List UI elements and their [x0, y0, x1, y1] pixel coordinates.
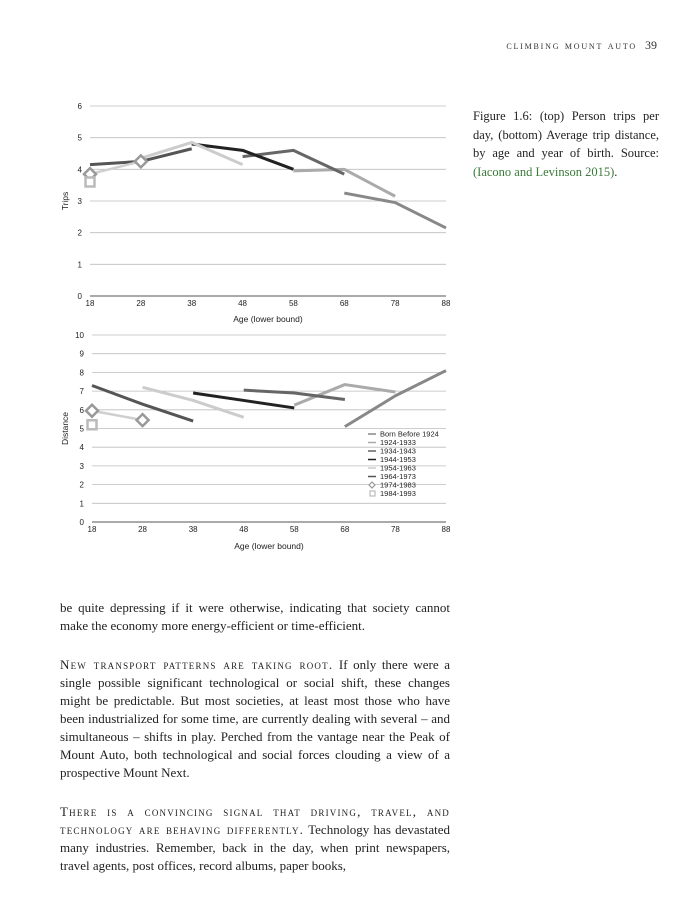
trips-chart-y-tick-label: 2: [77, 228, 82, 238]
trips-chart-y-tick-label: 1: [77, 260, 82, 270]
figure-label: Figure 1.6:: [473, 109, 533, 123]
distance-chart-y-tick-label: 10: [75, 331, 84, 340]
legend-marker: [369, 482, 375, 488]
distance-chart-x-tick-label: 78: [390, 525, 400, 534]
trips-chart-x-tick-label: 68: [339, 299, 349, 308]
distance-chart-y-tick-label: 0: [79, 518, 84, 527]
legend-label: 1984-1993: [380, 489, 416, 498]
paragraph-3: [60, 803, 450, 875]
trips-chart-y-tick-label: 4: [77, 165, 82, 175]
distance-chart-x-tick-label: 18: [87, 525, 97, 534]
trips-chart-x-tick-label: 18: [85, 299, 95, 308]
trips-chart-y-tick-label: 5: [77, 133, 82, 143]
distance-chart-x-tick-label: 88: [441, 525, 451, 534]
figure-caption-text: (top) Person trips per day, (bottom) Average trip distance, by age and year of birth. Source:: [473, 109, 660, 160]
distance-chart-marker-1984-1993: [88, 420, 97, 429]
distance-chart-x-axis-label: Age (lower bound): [234, 541, 304, 551]
distance-chart-marker-1974-1983: [137, 414, 149, 426]
paragraph-3-lead: There is a convincing signal that driving, travel, and technology are behaving differently.: [60, 804, 450, 837]
figure-citation-link[interactable]: (Iacono and Levinson 2015): [473, 164, 615, 179]
trips-chart-x-tick-label: 38: [187, 299, 197, 308]
distance-chart-x-tick-label: 38: [188, 525, 198, 534]
trips-chart-x-tick-label: 28: [136, 299, 146, 308]
running-head-title: climbing mount auto: [506, 40, 637, 52]
figure-caption: [473, 107, 659, 181]
page-number: 39: [645, 38, 657, 52]
legend-marker: [370, 491, 375, 496]
distance-chart-series-born-before-1924: [345, 371, 446, 427]
trips-chart-marker-1984-1993: [86, 178, 95, 187]
trips-chart-x-tick-label: 88: [441, 299, 451, 308]
distance-chart-y-tick-label: 2: [79, 480, 84, 490]
paragraph-2-lead: New transport patterns are taking root.: [60, 657, 334, 672]
distance-chart-y-tick-label: 7: [79, 387, 84, 397]
distance-chart-series-1954-1963: [143, 387, 244, 417]
caption-end: .: [614, 164, 618, 179]
trips-chart-y-tick-label: 3: [77, 197, 82, 206]
trips-chart-series-1954-1963: [141, 142, 243, 164]
legend-label: 1944-1953: [380, 455, 416, 464]
paragraph-3-text: Technology has devastated many industries. Remember, back in the day, when print newspapers, travel agents, post offices, record albums, paper books,: [60, 822, 450, 873]
trips-chart-series-born-before-1924: [344, 193, 446, 228]
paragraph-2: [60, 656, 450, 782]
trips-chart-y-tick-label: 0: [77, 292, 82, 301]
legend-label: 1934-1943: [380, 446, 416, 456]
distance-chart-x-tick-label: 58: [289, 525, 299, 534]
trips-chart-x-tick-label: 58: [288, 299, 298, 308]
distance-chart-y-tick-label: 4: [79, 443, 84, 453]
legend-label: 1964-1973: [380, 472, 416, 481]
trips-chart-x-tick-label: 48: [238, 299, 248, 308]
distance-chart-x-tick-label: 68: [340, 525, 350, 534]
distance-chart-y-tick-label: 1: [79, 499, 84, 509]
paragraph-2-text: If only there were a single possible significant technological or social shift, these changes might be predictable. But most societies, at least most those who have been industrialized for some time, are currently dealing with several – and simultaneous – shifts in play. Perched from the vantage near the Peak of Mount Auto, both technological and social forces clouding a view of a prospective Mount Next.: [60, 657, 451, 780]
distance-chart-y-tick-label: 3: [79, 461, 84, 471]
distance-chart-y-axis-label: Distance: [60, 411, 70, 446]
distance-chart-y-tick-label: 9: [79, 349, 84, 359]
paragraph-1: [60, 599, 450, 635]
legend-label: 1954-1963: [380, 463, 416, 473]
legend-label: 1924-1933: [380, 438, 416, 447]
distance-chart-series-1974-1983-line: [92, 411, 143, 420]
paragraph-1-text: be quite depressing if it were otherwise, indicating that society cannot make the economy more energy-efficient or time-efficient.: [60, 600, 450, 633]
distance-chart-x-tick-label: 48: [239, 525, 249, 534]
trips-chart-x-tick-label: 78: [390, 299, 400, 308]
distance-chart-y-tick-label: 8: [79, 368, 84, 378]
distance-chart-y-tick-label: 5: [79, 424, 84, 434]
distance-chart-marker-1974-1983: [86, 405, 98, 417]
trips-chart-x-axis-label: Age (lower bound): [233, 314, 303, 324]
trips-chart-y-axis-label: Trips: [60, 191, 70, 211]
distance-chart-y-tick-label: 6: [79, 405, 84, 415]
distance-chart-x-tick-label: 28: [138, 525, 148, 534]
trips-chart-y-tick-label: 6: [77, 102, 82, 111]
legend-label: 1974-1983: [380, 480, 416, 490]
legend-label: Born Before 1924: [380, 429, 439, 439]
